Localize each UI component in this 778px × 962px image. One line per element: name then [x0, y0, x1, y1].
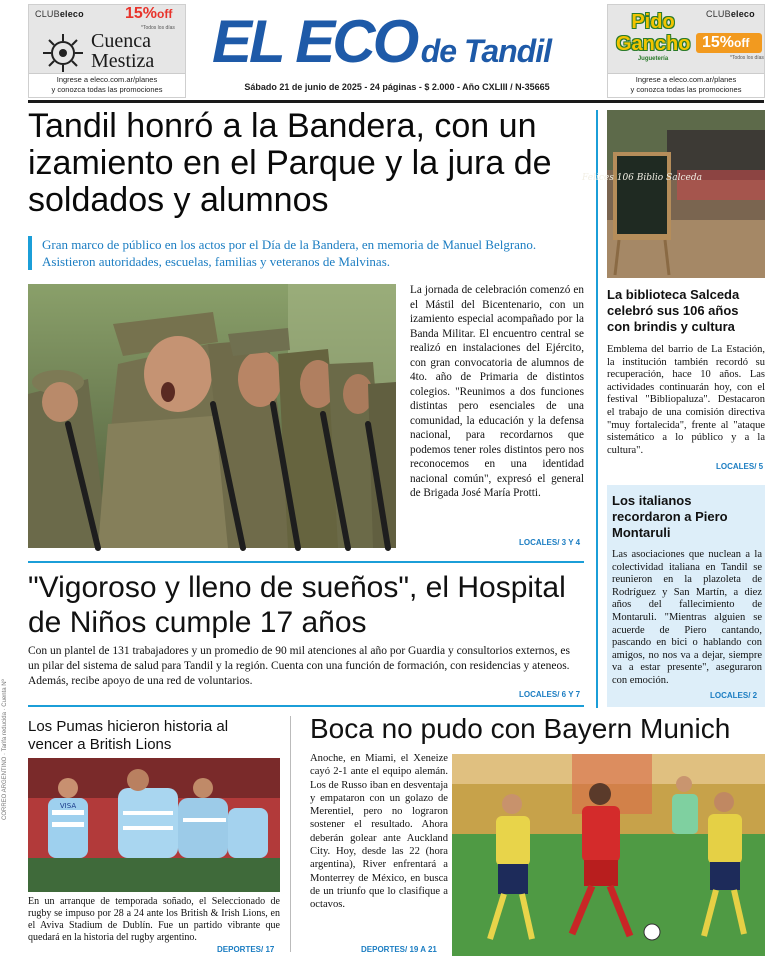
- discount-badge: 15%off: [696, 33, 762, 53]
- lead-section-ref[interactable]: LOCALES/ 3 Y 4: [519, 538, 581, 547]
- italianos-headline[interactable]: Los italianos recordaron a Piero Montaruli: [612, 493, 728, 540]
- hospital-headline[interactable]: "Vigoroso y lleno de sueños", el Hospital de Niños cumple 17 años: [28, 571, 566, 639]
- promo-left[interactable]: [28, 4, 186, 98]
- lead-body: La jornada de celebración comenzó en el Mástil del Bicentenario, con un izamiento especial acompañado por la Banda Militar. El encuentro central se realizó en instalaciones del Ejército, con gran convocatoria de alumnos de 4to. año de Primaria de distintos colegios. "Reunimos a dos funciones distintas pero esenciales de una comunidad, la educación y la defensa nacional, para recordarnos que podemos tener roles distintos pero nos reconocemos en una identidad nacional común", expresó el general de Brigada José María Protti.: [410, 284, 584, 499]
- lead-deck: Gran marco de público en los actos por el Día de la Bandera, en memoria de Manuel Belgrano. Asistieron autoridades, escuelas, familias y veteranos de Malvinas.: [28, 236, 588, 270]
- biblioteca-section-ref[interactable]: LOCALES/ 5: [716, 462, 764, 471]
- lead-photo: [28, 284, 396, 548]
- brand-emblem-icon: [41, 33, 85, 73]
- hospital-body: Con un plantel de 131 trabajadores y un promedio de 90 mil atenciones al año por Guardia y consultorios externos, es un pilar del sistema de salud para Tandil y la región. Cuenta con una función de formación, con residencias y ateneos. Además, recibe apoyo de una red de voluntarios.: [28, 645, 570, 687]
- discount-badge: 15%off: [125, 5, 173, 22]
- biblioteca-photo: [582, 110, 765, 278]
- column-divider: [290, 716, 291, 952]
- pumas-photo: [28, 758, 280, 892]
- pumas-section-ref[interactable]: DEPORTES/ 17: [217, 945, 275, 954]
- italianos-box: [607, 485, 765, 707]
- brand-name: Cuenca Mestiza: [91, 30, 155, 72]
- boca-headline[interactable]: Boca no pudo con Bayern Munich: [310, 713, 731, 744]
- masthead-logo[interactable]: EL ECO de Tandil: [212, 8, 551, 75]
- promo-right[interactable]: [607, 4, 765, 98]
- pumas-body: En un arranque de temporada soñado, el Seleccionado de rugby se impuso por 28 a 24 ante los British & Irish Lions, en el Aviva Stadium de Dublín. Fue un partido vibrante que quedará en la historia del rugby argentino.: [28, 896, 280, 943]
- masthead-rule: [28, 100, 764, 103]
- postal-side-note: CORREO ARGENTINO · Tarifa reducida · Cuenta Nº: [2, 679, 8, 820]
- biblioteca-body: Emblema del barrio de La Estación, la institución también recordó su recuperación, hace 10 años. Las actividades continuarán hoy, con el festival "Bibliopaluza". Destacaron el trabajo de una comisión directiva "muy fortalecida", frente al "ataque sistemático a lo público y a la cultura".: [607, 344, 765, 456]
- promo-cta: Ingrese a eleco.com.ar/planes y conozca todas las promociones: [608, 73, 764, 97]
- hospital-section-ref[interactable]: LOCALES/ 6 Y 7: [519, 690, 581, 699]
- discount-note: *Todos los días: [141, 25, 175, 31]
- section-rule: [28, 561, 584, 563]
- column-rule: [596, 110, 598, 708]
- boca-section-ref[interactable]: DEPORTES/ 19 A 21: [361, 945, 437, 954]
- lead-headline[interactable]: Tandil honró a la Bandera, con un izamiento en el Parque y la jura de soldados y alumnos: [28, 107, 552, 219]
- boca-body: Anoche, en Miami, el Xeneize cayó 2-1 ante el equipo alemán. Los de Russo iban en desventaja y empataron con un golazo de Merentiel, pero no lograron sostener el resultado. Ahora deberán golear ante Auckland City. Hoy, desde las 22 (hora argentina), River enfrentará a Monterrey de México, en busca de un triunfo que lo clasifique a octavos.: [310, 753, 448, 911]
- dateline: Sábado 21 de junio de 2025 - 24 páginas - $ 2.000 - Año CXLIII / N-35665: [244, 82, 550, 92]
- club-label: CLUBeleco: [35, 9, 84, 19]
- boca-photo: [452, 754, 765, 956]
- italianos-section-ref[interactable]: LOCALES/ 2: [710, 691, 758, 700]
- brand-logo: Pido Gancho Juguetería: [616, 11, 691, 62]
- italianos-body: Las asociaciones que nuclean a la colectividad italiana en Tandil se reunieron en la plazoleta de Rodríguez y San Martín, a diez años del fallecimiento de Montaruli. "Mientras alguien se acuerde de Piero cantando, pascando en bici o hablando con amigos, no nos va a dejar, siempre va a estar presente", aseguraron con emoción.: [612, 549, 762, 686]
- pumas-headline[interactable]: Los Pumas hicieron historia al vencer a British Lions: [28, 718, 229, 753]
- promo-cta: Ingrese a eleco.com.ar/planes y conozca todas las promociones: [29, 73, 185, 97]
- club-label: CLUBeleco: [706, 9, 755, 19]
- jersey-sponsor: VISA: [59, 802, 77, 810]
- discount-note: *Todos los días: [730, 55, 764, 61]
- chalkboard-text: Felices 106 Biblio Salceda: [582, 173, 702, 183]
- section-rule: [28, 705, 584, 707]
- biblioteca-headline[interactable]: La biblioteca Salceda celebró sus 106 años con brindis y cultura: [607, 287, 740, 334]
